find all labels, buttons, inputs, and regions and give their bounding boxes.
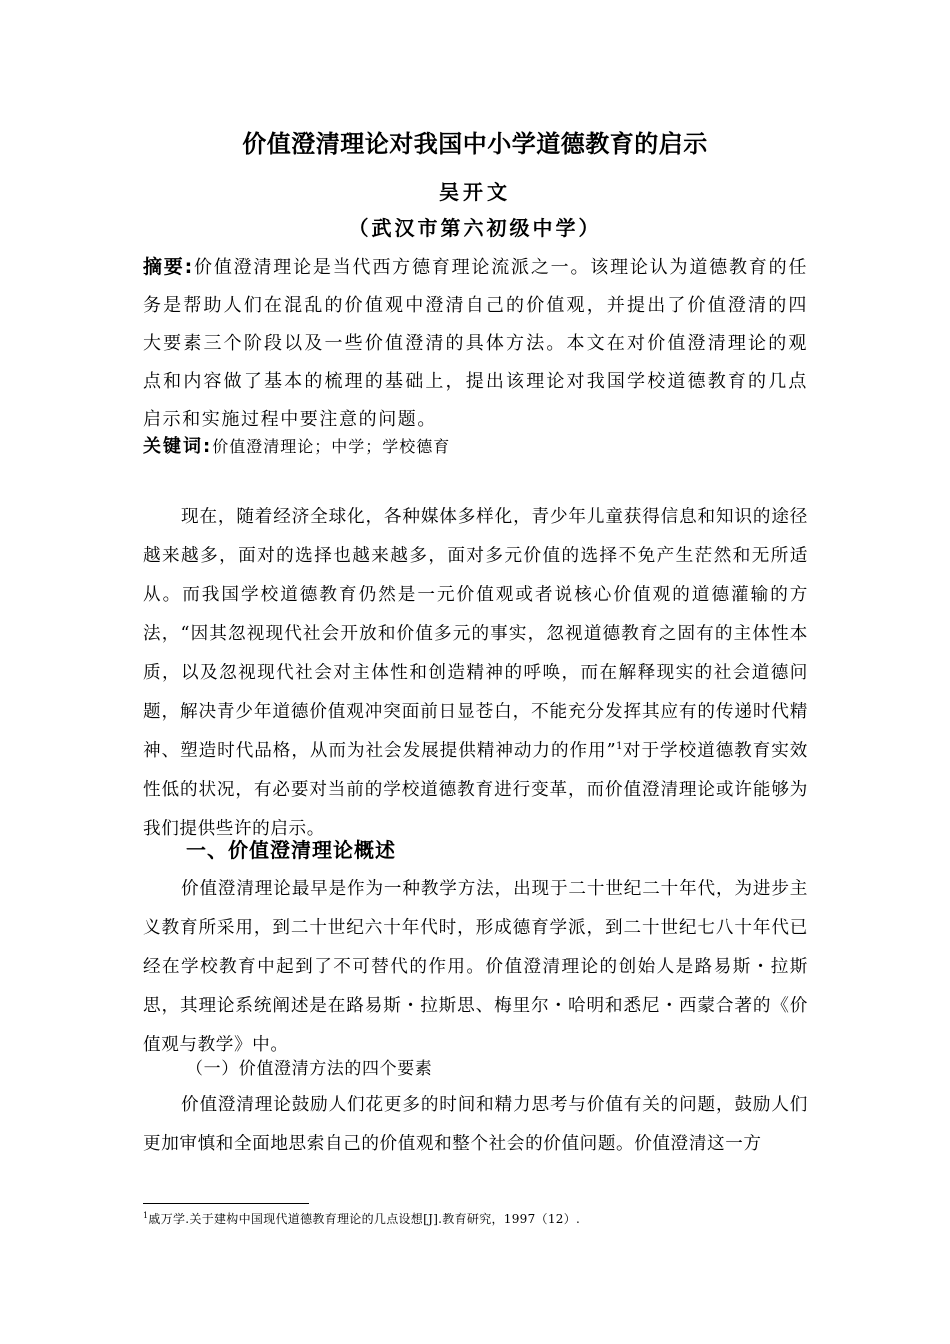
- section1-paragraph: 价值澄清理论最早是作为一种教学方法，出现于二十世纪二十年代，为进步主义教育所采用，到二十世纪六十年代时，形成德育学派，到二十世纪七八十年代已经在学校教育中起到了不可替代的作用。价值澄清理论的创始人是路易斯・拉斯思，其理论系统阐述是在路易斯・拉斯思、梅里尔・哈明和悉尼・西蒙合著的《价值观与教学》中。: [143, 879, 808, 1055]
- subsection-heading-1: （一）价值澄清方法的四个要素: [186, 1059, 433, 1079]
- section-heading-1: 一、价值澄清理论概述: [186, 838, 396, 862]
- abstract-label: 摘要:: [143, 256, 194, 278]
- keywords-label: 关键词:: [143, 436, 213, 457]
- abstract-text: 价值澄清理论是当代西方德育理论流派之一。该理论认为道德教育的任务是帮助人们在混乱的价值观中澄清自己的价值观，并提出了价值澄清的四大要素三个阶段以及一些价值澄清的具体方法。本文在对价值澄清理论的观点和内容做了基本的梳理的基础上，提出该理论对我国学校道德教育的几点启示和实施过程中要注意的问题。: [143, 257, 808, 430]
- subsection1-paragraph: 价值澄清理论鼓励人们花更多的时间和精力思考与价值有关的问题，鼓励人们更加审慎和全面地思索自己的价值观和整个社会的价值问题。价值澄清这一方: [143, 1095, 808, 1154]
- footnote-text: 戚万学.关于建构中国现代道德教育理论的几点设想[J].教育研究，1997（12）.: [148, 1212, 581, 1226]
- author-affiliation: （武汉市第六初级中学）: [348, 216, 602, 240]
- author-name: 吴开文: [439, 180, 511, 204]
- intro-text-part1: 现在，随着经济全球化，各种媒体多样化，青少年儿童获得信息和知识的途径越来越多，面对的选择也越来越多，面对多元价值的选择不免产生茫然和无所适从。而我国学校道德教育仍然是一元价值观或者说核心价值观的道德灌输的方法，“因其忽视现代社会开放和价值多元的事实，忽视道德教育之固有的主体性本质，以及忽视现代社会对主体性和创造精神的呼唤，而在解释现实的社会道德问题，解决青少年道德价值观冲突面前日显苍白，不能充分发挥其应有的传递时代精神、塑造时代品格，从而为社会发展提供精神动力的作用”: [143, 507, 808, 761]
- footnote: [143, 1210, 808, 1228]
- footnote-reference: 1: [616, 741, 623, 753]
- footnote-marker: 1: [143, 1211, 149, 1220]
- intro-text-part2: 对于学校道德教育实效性低的状况，有必要对当前的学校道德教育进行变革，而价值澄清理论或许能够为我们提供些许的启示。: [143, 741, 808, 839]
- intro-paragraph: [143, 498, 808, 849]
- footnote-divider: [143, 1203, 309, 1204]
- keywords-text: 价值澄清理论；中学；学校德育: [212, 437, 451, 456]
- paper-title: 价值澄清理论对我国中小学道德教育的启示: [242, 130, 708, 158]
- keywords: [143, 432, 808, 462]
- abstract: [143, 248, 808, 439]
